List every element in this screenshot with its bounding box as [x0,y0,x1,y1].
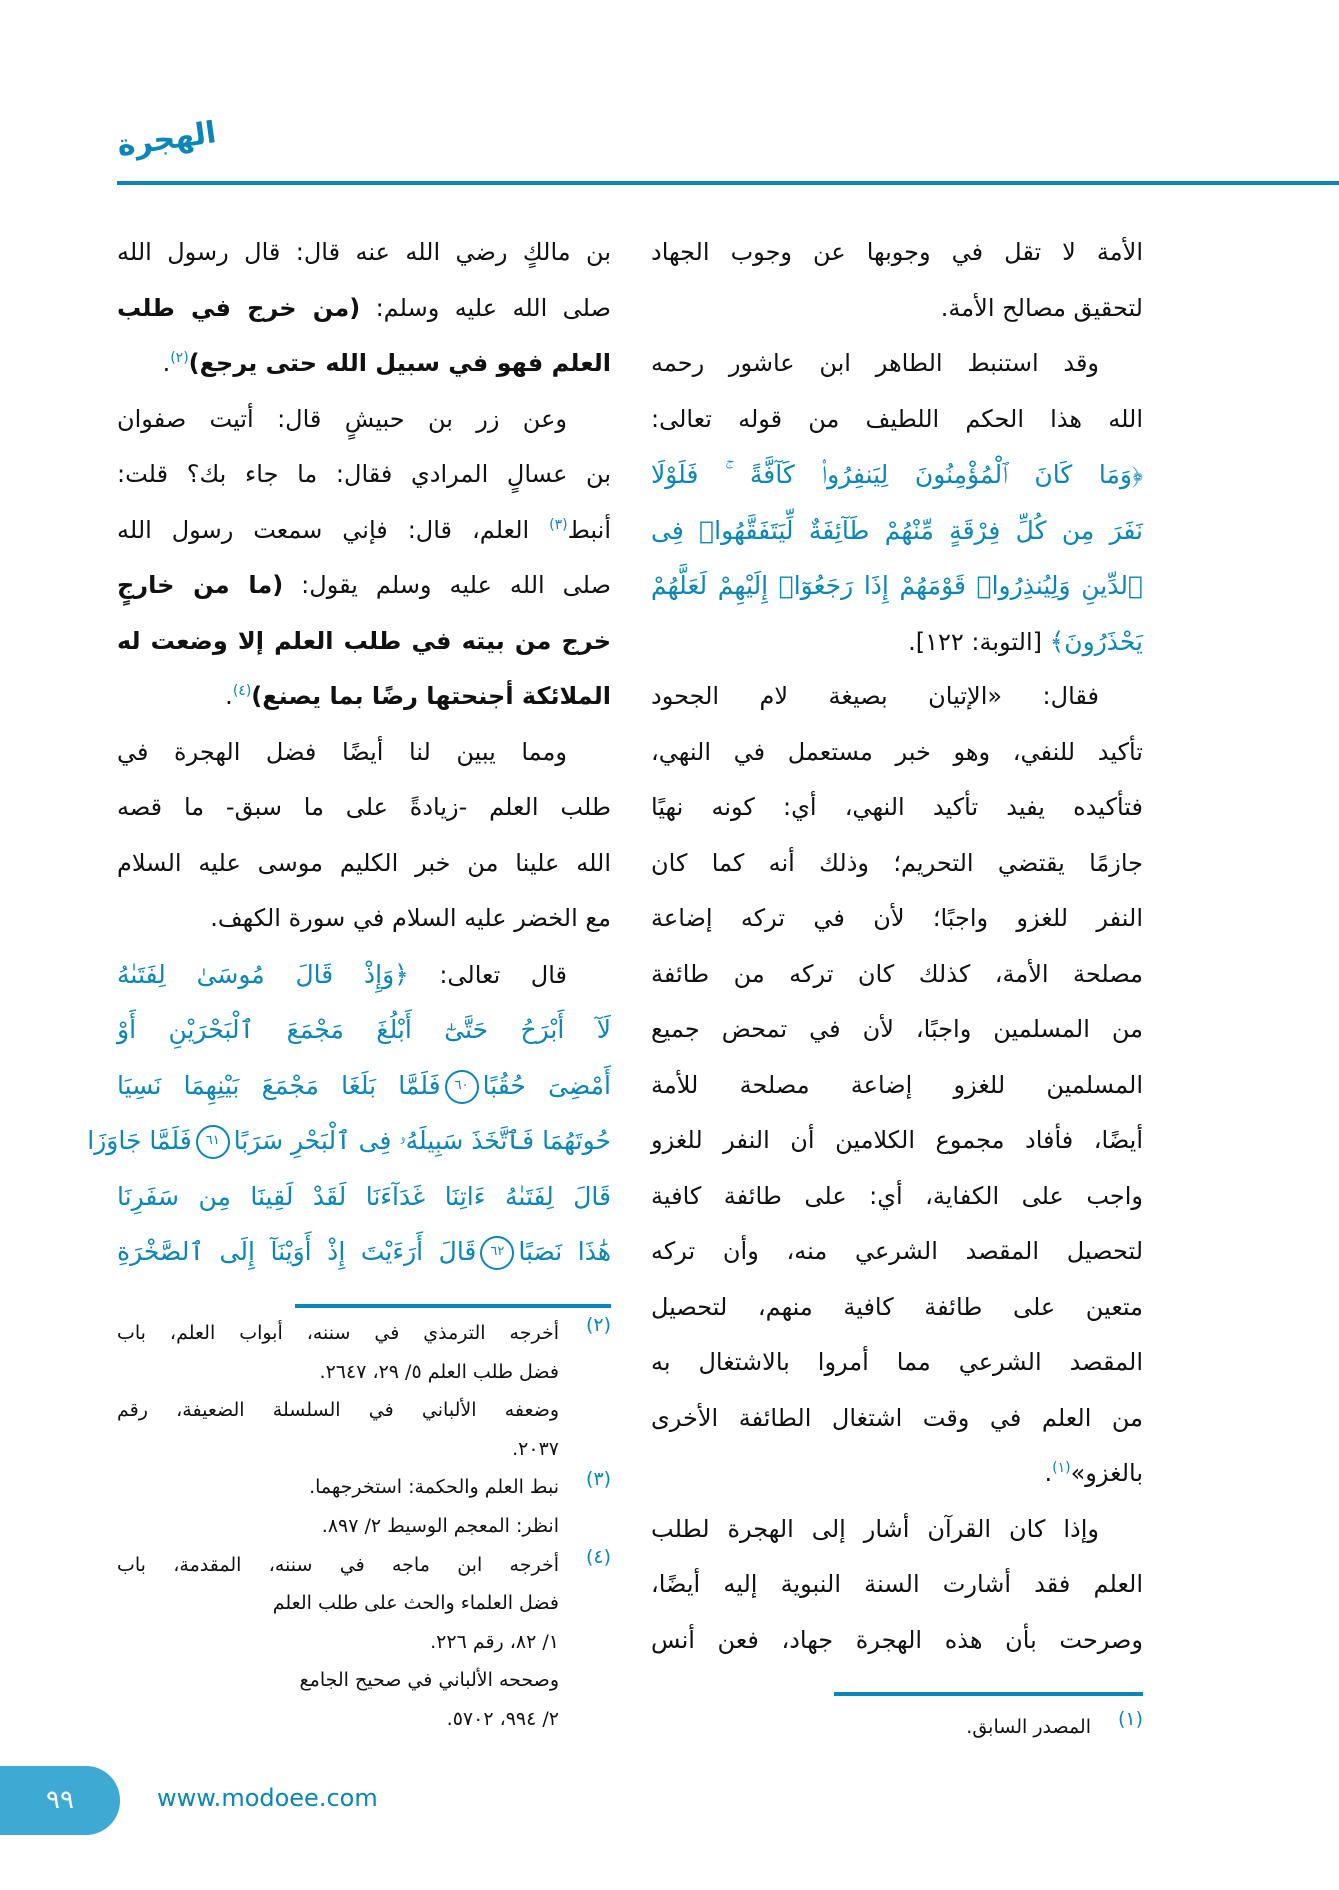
text-line [651,281,1143,337]
paragraph [117,725,611,947]
body-text: العلم، قال: فإني سمعت رسول الله [117,515,550,544]
body-text: لتحقيق مصالح الأمة. [940,293,1143,322]
paragraph [117,392,611,725]
body-text: . [225,682,233,710]
footnote-divider-left [295,1304,611,1308]
body-text: طلب العلم -زيادةً على ما سبق- ما قصه [117,793,611,821]
footnote-text: ١/ ٨٢، رقم ٢٢٦. [430,1630,559,1653]
footnote-divider-right [834,1692,1143,1696]
hadith-text: العلم فهو في سبيل الله حتى يرجع) [188,349,611,377]
body-text: الله علينا من خبر الكليم موسى عليه السلام [117,848,611,877]
text-line [651,558,1143,614]
body-text: قال تعالى: [408,960,568,989]
text-line [117,891,611,947]
body-text: أيضًا، فأفاد مجموع الكلامين أن النفر للغزو [651,1126,1143,1154]
quran-verse: ﴿وَمَا كَانَ ٱلْمُؤْمِنُونَ لِيَنفِرُوا۟ كَآفَّةً ۚ فَلَوْلَا [651,460,1143,489]
body-text: وقد استنبط الطاهر ابن عاشور رحمه [651,349,1099,377]
paragraph [87,947,611,1280]
paragraph [651,336,1143,669]
text-line [117,836,611,892]
text-line [651,1280,1143,1336]
footnote-number: (٢) [585,1314,611,1336]
body-text: جازمًا يقتضي التحريم؛ وذلك أنه كما كان [651,848,1143,877]
footnote-text: أخرجه ابن ماجه في سننه، المقدمة، باب [117,1553,559,1576]
page-number: ٩٩ [0,1766,120,1835]
body-text: تأكيد للنفي، وهو خبر مستعمل في النهي، [651,737,1143,766]
body-text: بن مالكٍ رضي الله عنه قال: قال رسول الله [117,238,611,266]
body-text: أنبط [567,515,611,544]
text-line [651,1169,1143,1225]
body-text: صلى الله عليه وسلم: [360,293,612,322]
text-line [651,669,1143,725]
body-text: وعن زر بن حبيشٍ قال: أتيت صفوان [117,404,567,433]
body-text: . [162,349,171,377]
text-line [651,780,1143,836]
footnote-text: فضل طلب العلم ٥/ ٢٩، ٢٦٤٧. [319,1360,559,1383]
footnote-number: (٤) [585,1545,611,1568]
body-text: من العلم في وقت اشتغال الطائفة الأخرى [651,1403,1143,1432]
text-line [117,281,611,337]
text-line [651,1002,1143,1058]
text-line [117,725,611,781]
text-line [117,225,611,281]
text-line [651,1446,1143,1502]
text-line [651,447,1143,503]
text-line [117,392,611,448]
hadith-text: (ما من خارجٍ [117,571,284,599]
text-line [117,1058,611,1114]
paragraph [117,225,611,392]
footnote-number: (٣) [585,1468,611,1491]
text-line [651,1557,1143,1613]
body-text: فقال: «الإتيان بصيغة لام الجحود [651,682,1099,710]
left-column [87,225,612,1280]
quran-verse: فَلَمَّا جَاوَزَا [87,1126,192,1155]
quran-verse: أَمْضِىَ حُقُبًا [482,1070,611,1100]
footnote-text: المصدر السابق. [966,1716,1091,1738]
text-line [651,725,1143,781]
footnote [834,1708,1143,1747]
right-column [651,225,1143,1668]
footnote [117,1314,611,1468]
footnotes-left [117,1314,611,1739]
quran-verse: ﴿وَإِذْ قَالَ مُوسَىٰ لِفَتَىٰهُ [117,959,409,989]
text-line [117,447,611,503]
body-text: واجب على الكفاية، أي: على طائفة كافية [651,1181,1143,1210]
body-text: وإذا كان القرآن أشار إلى الهجرة لطلب [651,1514,1099,1543]
body-text: صلى الله عليه وسلم يقول: [283,571,612,599]
footnote-ref[interactable]: (٤) [232,683,252,699]
text-line [651,1224,1143,1280]
hadith-text: خرج من بيته في طلب العلم إلا وضعت له [117,626,611,655]
footnote [117,1468,611,1545]
body-text: . [1044,1459,1053,1487]
quran-verse: لَآ أَبْرَحُ حَتَّىٰٓ أَبْلُغَ مَجْمَعَ ٱلْبَحْرَيْنِ أَوْ [117,1015,611,1044]
footnote-ref[interactable]: (١) [1052,1460,1071,1476]
footnotes-right [834,1708,1143,1747]
text-line [117,558,611,614]
text-line [117,614,611,670]
footnote-ref[interactable]: (٢) [170,350,189,366]
body-text: فتأكيده يفيد تأكيد النهي، أي: كونه نهيًا [651,793,1143,821]
website-url: www.modoee.com [157,1784,378,1812]
text-line [117,947,611,1003]
text-line [117,1224,611,1280]
footnote [117,1546,611,1739]
text-line [651,503,1143,559]
body-text: [التوبة: ١٢٢]. [908,627,1050,656]
body-text: مع الخضر عليه السلام في سورة الكهف. [210,904,611,932]
body-text: بالغزو» [1070,1459,1143,1487]
quran-verse: حُوتَهُمَا فَٱتَّخَذَ سَبِيلَهُۥ فِى ٱلْبَحْرِ سَرَبًا [233,1126,611,1155]
body-text: وصرحت بأن هذه الهجرة جهاد، فعن أنس [651,1625,1143,1654]
quran-verse: هَٰذَا نَصَبًا [518,1237,611,1266]
footnote-text: انظر: المعجم الوسيط ٢/ ٨٩٧. [321,1514,559,1537]
footnote-text: وصححه الألباني في صحيح الجامع [299,1669,559,1692]
quran-verse: قَالَ لِفَتَىٰهُ ءَاتِنَا غَدَآءَنَا لَقَدْ لَقِينَا مِن سَفَرِنَا [117,1181,611,1211]
text-line [651,392,1143,448]
text-line [117,1002,611,1058]
text-line [87,1113,611,1169]
quran-verse: قَالَ أَرَءَيْتَ إِذْ أَوَيْنَآ إِلَى ٱلصَّخْرَةِ [117,1237,477,1266]
footnote-ref[interactable]: (٣) [549,516,568,533]
footnote-text: ٢٠٣٧. [512,1437,559,1460]
text-line [651,891,1143,947]
paragraph [651,225,1143,336]
text-line [117,336,611,392]
body-text: العلم فقد أشارت السنة النبوية إليه أيضًا، [651,1570,1143,1598]
footnote-number: (١) [1117,1708,1143,1730]
body-text: لتحصيل المقصد الشرعي منه، وأن تركه [651,1237,1143,1265]
body-text: ومما يبين لنا أيضًا فضل الهجرة في [117,737,567,766]
text-line [651,1502,1143,1558]
ayah-number: ٦٠ [445,1070,479,1104]
footnote-text: ٢/ ٩٩٤، ٥٧٠٢. [446,1707,559,1730]
header-divider [117,181,1339,185]
footnote-text: أخرجه الترمذي في سننه، أبواب العلم، باب [117,1322,559,1344]
footnote-text: فضل العلماء والحث على طلب العلم [272,1592,559,1615]
text-line [651,1391,1143,1447]
hadith-text: الملائكة أجنحتها رضًا بما يصنع) [251,682,611,710]
body-text: من المسلمين واجبًا، لأن في تمحض جميع [651,1015,1143,1043]
body-text: النفر للغزو واجبًا؛ لأن في تركه إضاعة [651,904,1143,932]
footnote-text: وضعفه الألباني في السلسلة الضعيفة، رقم [117,1399,559,1422]
text-line [651,1335,1143,1391]
footnote-text: نبط العلم والحكمة: استخرجهما. [309,1476,559,1499]
body-text: المسلمين للغزو إضاعة مصلحة للأمة [651,1070,1143,1099]
quran-verse: يَحْذَرُونَ﴾ [1049,626,1143,656]
paragraph [651,1502,1143,1669]
quran-verse: نَفَرَ مِن كُلِّ فِرْقَةٍ مِّنْهُمْ طَآئِفَةٌ لِّيَتَفَقَّهُوا۟ فِى [651,515,1143,545]
body-text: الله هذا الحكم اللطيف من قوله تعالى: [651,404,1143,433]
ayah-number: ٦٢ [480,1236,514,1270]
quran-verse: ٱلدِّينِ وَلِيُنذِرُوا۟ قَوْمَهُمْ إِذَا رَجَعُوٓا۟ إِلَيْهِمْ لَعَلَّهُمْ [651,571,1143,600]
text-line [651,836,1143,892]
quran-verse: فَلَمَّا بَلَغَا مَجْمَعَ بَيْنِهِمَا نَسِيَا [117,1070,441,1100]
text-line [651,1058,1143,1114]
body-text: الأمة لا تقل في وجوبها عن وجوب الجهاد [651,238,1143,266]
text-line [651,614,1143,670]
body-text: بن عسالٍ المرادي فقال: ما جاء بك؟ قلت: [117,460,611,488]
body-text: المقصد الشرعي مما أمروا بالاشتغال به [651,1348,1143,1376]
text-line [117,503,611,559]
text-line [651,336,1143,392]
text-line [651,225,1143,281]
text-line [651,947,1143,1003]
text-line [117,780,611,836]
text-line [651,1613,1143,1669]
paragraph [651,669,1143,1502]
ayah-number: ٦١ [196,1125,230,1159]
body-text: متعين على طائفة كافية منهم، لتحصيل [651,1292,1143,1321]
text-line [117,1169,611,1225]
book-logo: الهجرة [115,115,219,164]
text-line [117,669,611,725]
hadith-text: (من خرج في طلب [117,293,361,322]
text-line [651,1113,1143,1169]
body-text: مصلحة الأمة، كذلك كان تركه من طائفة [651,959,1143,988]
